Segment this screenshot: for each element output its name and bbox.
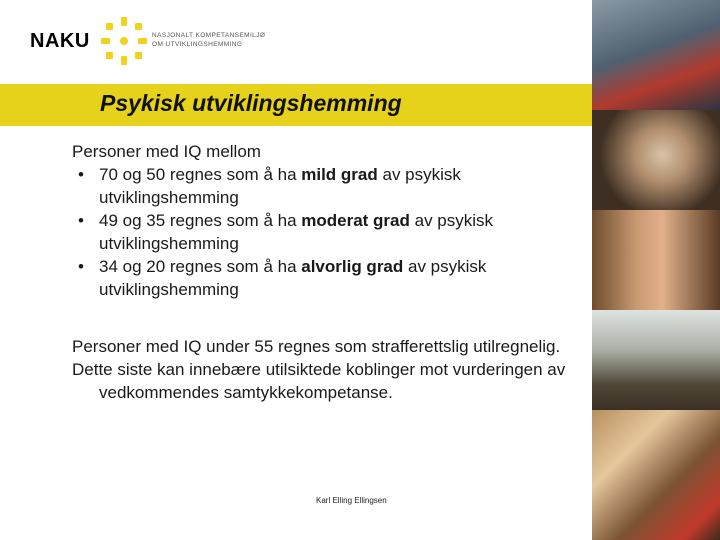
paragraph-consent-competence: Dette siste kan innebære utilsiktede koblinger mot vurderingen av vedkommendes samtykkekompetanse. <box>72 360 566 402</box>
photo-children <box>592 410 720 540</box>
iq-bullet-list <box>72 163 582 301</box>
slide-body <box>72 140 582 404</box>
bullet-item-mild: • 70 og 50 regnes som å ha mild grad av psykisk utviklingshemming <box>72 163 582 209</box>
author-credit: Karl Elling Ellingsen <box>316 496 387 505</box>
logo-name: NAKU <box>30 30 90 52</box>
photo-snowmobile <box>592 0 720 110</box>
photo-couple <box>592 210 720 310</box>
slide-title: Psykisk utviklingshemming <box>100 90 402 116</box>
bullet-item-severe: • 34 og 20 regnes som å ha alvorlig grad av psykisk utviklingshemming <box>72 255 582 301</box>
photo-man-outdoors <box>592 310 720 410</box>
photo-elderly-man <box>592 110 720 210</box>
photo-collage <box>592 0 720 540</box>
intro-text: Personer med IQ mellom <box>72 142 261 161</box>
logo-subtitle: NASJONALT KOMPETANSEMILJØ OM UTVIKLINGSHEMMING <box>152 32 266 48</box>
bullet-item-moderate: • 49 og 35 regnes som å ha moderat grad av psykisk utviklingshemming <box>72 209 582 255</box>
sun-logo-icon <box>100 16 148 66</box>
paragraph-criminal-liability: Personer med IQ under 55 regnes som strafferettslig utilregnelig. <box>72 337 561 356</box>
